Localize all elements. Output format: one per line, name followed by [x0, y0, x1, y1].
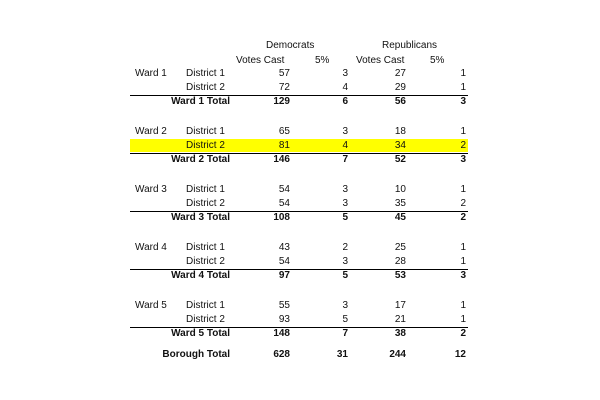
dem-pct-cell: 3	[342, 256, 348, 267]
ward-total-dem-votes: 97	[278, 270, 290, 281]
ward-total-rep-votes: 53	[394, 270, 406, 281]
dem-pct-cell: 3	[342, 126, 348, 137]
rep-votes-cell: 28	[394, 256, 406, 267]
header-dem-pct: 5%	[315, 55, 330, 66]
ward-label: Ward 2	[135, 126, 167, 137]
dem-pct-cell: 2	[342, 242, 348, 253]
ward-total-rep-votes: 45	[394, 212, 406, 223]
dem-pct-cell: 3	[342, 184, 348, 195]
ward-total-dem-pct: 6	[342, 96, 348, 107]
ward-total-label: Ward 5 Total	[171, 328, 230, 339]
borough-total-dem-votes: 628	[273, 349, 290, 360]
ward-total-dem-votes: 129	[273, 96, 290, 107]
ward-total-rep-pct: 3	[460, 96, 466, 107]
dem-pct-cell: 3	[342, 198, 348, 209]
district-label: District 1	[186, 300, 225, 311]
ward-total-rep-pct: 3	[460, 270, 466, 281]
ward-label: Ward 4	[135, 242, 167, 253]
district-label: District 2	[186, 256, 225, 267]
header-rep-pct: 5%	[430, 55, 445, 66]
ward-total-rep-pct: 3	[460, 154, 466, 165]
rep-votes-cell: 35	[394, 198, 406, 209]
rep-pct-cell: 1	[460, 242, 466, 253]
ward-total-dem-votes: 148	[273, 328, 290, 339]
ward-total-rep-votes: 52	[394, 154, 406, 165]
dem-votes-cell: 93	[278, 314, 290, 325]
rep-votes-cell: 29	[394, 82, 406, 93]
dem-votes-cell: 54	[278, 184, 290, 195]
district-label: District 1	[186, 126, 225, 137]
district-label: District 2	[186, 140, 225, 151]
ward-label: Ward 5	[135, 300, 167, 311]
district-label: District 1	[186, 242, 225, 253]
rep-pct-cell: 2	[460, 140, 466, 151]
ward-total-dem-pct: 7	[342, 328, 348, 339]
dem-votes-cell: 65	[278, 126, 290, 137]
header-democrats: Democrats	[266, 40, 315, 51]
district-label: District 2	[186, 82, 225, 93]
dem-votes-cell: 81	[278, 140, 290, 151]
rep-votes-cell: 21	[394, 314, 406, 325]
header-dem-votes-cast: Votes Cast	[236, 55, 285, 66]
header-rep-votes-cast: Votes Cast	[356, 55, 405, 66]
dem-pct-cell: 3	[342, 300, 348, 311]
ward-total-label: Ward 3 Total	[171, 212, 230, 223]
dem-votes-cell: 54	[278, 198, 290, 209]
borough-total-rep-pct: 12	[454, 349, 466, 360]
dem-votes-cell: 57	[278, 68, 290, 79]
ward-total-dem-pct: 5	[342, 270, 348, 281]
ward-label: Ward 3	[135, 184, 167, 195]
district-label: District 1	[186, 68, 225, 79]
dem-votes-cell: 72	[278, 82, 290, 93]
ward-total-dem-pct: 5	[342, 212, 348, 223]
highlighted-row	[130, 139, 468, 152]
dem-votes-cell: 54	[278, 256, 290, 267]
header-republicans: Republicans	[382, 40, 438, 51]
dem-pct-cell: 3	[342, 68, 348, 79]
rep-pct-cell: 2	[460, 198, 466, 209]
ward-total-rep-votes: 38	[394, 328, 406, 339]
ward-total-rep-pct: 2	[460, 328, 466, 339]
rep-votes-cell: 34	[394, 140, 406, 151]
ward-total-label: Ward 2 Total	[171, 154, 230, 165]
ward-total-dem-votes: 108	[273, 212, 290, 223]
ward-total-label: Ward 1 Total	[171, 96, 230, 107]
rep-votes-cell: 25	[394, 242, 406, 253]
ward-total-dem-votes: 146	[273, 154, 290, 165]
ward-label: Ward 1	[135, 68, 167, 79]
rep-pct-cell: 1	[460, 314, 466, 325]
rep-pct-cell: 1	[460, 68, 466, 79]
rep-pct-cell: 1	[460, 82, 466, 93]
dem-pct-cell: 5	[342, 314, 348, 325]
district-label: District 1	[186, 184, 225, 195]
rep-votes-cell: 18	[394, 126, 406, 137]
rep-votes-cell: 10	[394, 184, 406, 195]
borough-total-dem-pct: 31	[336, 349, 348, 360]
rep-pct-cell: 1	[460, 256, 466, 267]
borough-total-rep-votes: 244	[389, 349, 406, 360]
borough-total-label: Borough Total	[162, 349, 230, 360]
rep-pct-cell: 1	[460, 126, 466, 137]
dem-votes-cell: 43	[278, 242, 290, 253]
rep-pct-cell: 1	[460, 184, 466, 195]
ward-total-rep-votes: 56	[394, 96, 406, 107]
district-label: District 2	[186, 198, 225, 209]
ward-total-dem-pct: 7	[342, 154, 348, 165]
dem-pct-cell: 4	[342, 140, 348, 151]
district-label: District 2	[186, 314, 225, 325]
rep-votes-cell: 17	[394, 300, 406, 311]
ward-total-rep-pct: 2	[460, 212, 466, 223]
dem-pct-cell: 4	[342, 82, 348, 93]
rep-pct-cell: 1	[460, 300, 466, 311]
dem-votes-cell: 55	[278, 300, 290, 311]
ward-total-label: Ward 4 Total	[171, 270, 230, 281]
rep-votes-cell: 27	[394, 68, 406, 79]
